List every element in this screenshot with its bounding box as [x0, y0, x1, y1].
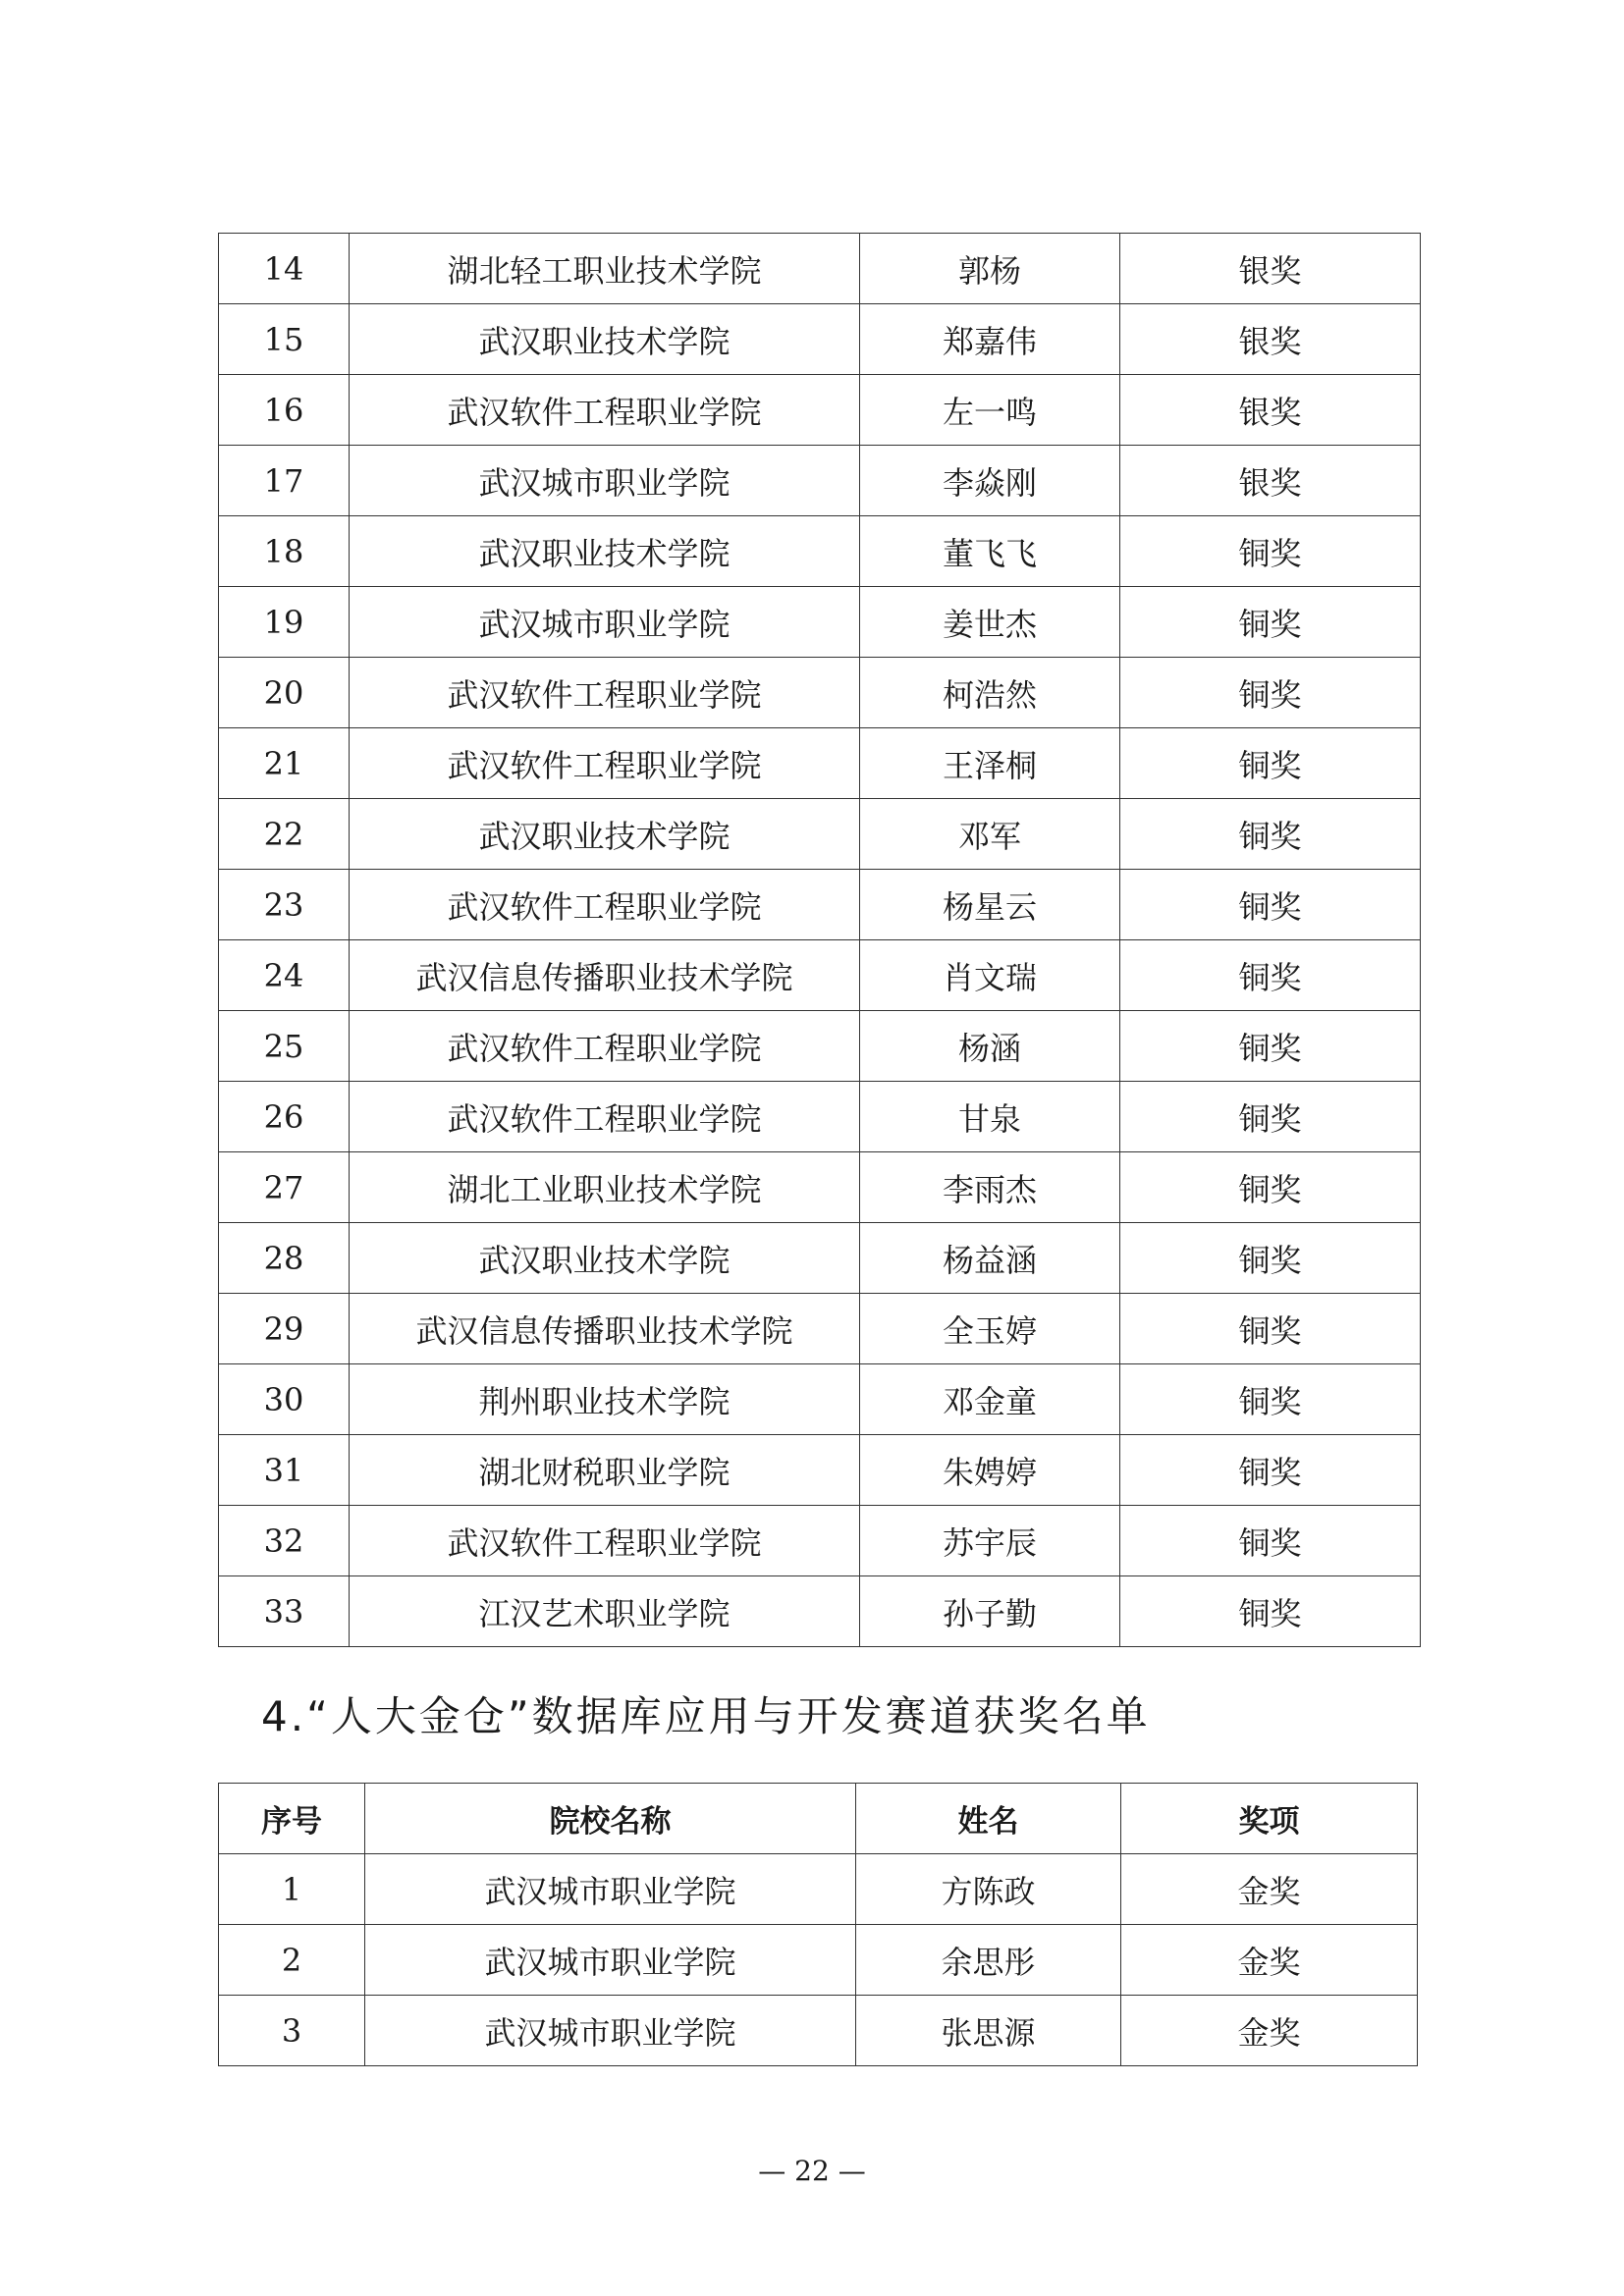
- cell-award: 铜奖: [1120, 1011, 1421, 1082]
- cell-name: 邓金童: [860, 1364, 1120, 1435]
- cell-school: 武汉职业技术学院: [350, 516, 860, 587]
- cell-school: 武汉城市职业学院: [350, 446, 860, 516]
- table-row: [219, 1576, 1421, 1647]
- table-row: [219, 658, 1421, 728]
- cell-name: 王泽桐: [860, 728, 1120, 799]
- cell-no: 33: [219, 1576, 350, 1647]
- cell-name: 邓军: [860, 799, 1120, 870]
- table-row: [219, 1011, 1421, 1082]
- table-row: [219, 446, 1421, 516]
- table-row: [219, 1435, 1421, 1506]
- cell-school: 武汉软件工程职业学院: [350, 870, 860, 940]
- cell-name: 董飞飞: [860, 516, 1120, 587]
- header-school: 院校名称: [365, 1784, 856, 1854]
- cell-name: 杨星云: [860, 870, 1120, 940]
- cell-no: 24: [219, 940, 350, 1011]
- cell-award: 铜奖: [1120, 658, 1421, 728]
- cell-no: 15: [219, 304, 350, 375]
- cell-award: 铜奖: [1120, 1152, 1421, 1223]
- award-table-body: [219, 234, 1421, 1647]
- cell-name: 肖文瑞: [860, 940, 1120, 1011]
- cell-no: 22: [219, 799, 350, 870]
- cell-name: 左一鸣: [860, 375, 1120, 446]
- cell-name: 郭杨: [860, 234, 1120, 304]
- table-row: [219, 799, 1421, 870]
- cell-school: 武汉职业技术学院: [350, 1223, 860, 1294]
- table-row: [219, 1294, 1421, 1364]
- header-no: 序号: [219, 1784, 365, 1854]
- table-row: [219, 1223, 1421, 1294]
- cell-name: 杨涵: [860, 1011, 1120, 1082]
- cell-award: 铜奖: [1120, 1435, 1421, 1506]
- cell-award: 铜奖: [1120, 516, 1421, 587]
- cell-school: 武汉城市职业学院: [365, 1996, 856, 2066]
- cell-no: 23: [219, 870, 350, 940]
- header-row: [219, 1784, 1418, 1854]
- cell-name: 杨益涵: [860, 1223, 1120, 1294]
- cell-award: 铜奖: [1120, 1223, 1421, 1294]
- cell-name: 张思源: [856, 1996, 1121, 2066]
- cell-school: 江汉艺术职业学院: [350, 1576, 860, 1647]
- table-row: [219, 304, 1421, 375]
- header-name: 姓名: [856, 1784, 1121, 1854]
- header-award: 奖项: [1121, 1784, 1418, 1854]
- cell-no: 14: [219, 234, 350, 304]
- table-row: [219, 1506, 1421, 1576]
- cell-award: 铜奖: [1120, 728, 1421, 799]
- cell-award: 铜奖: [1120, 1364, 1421, 1435]
- cell-award: 铜奖: [1120, 587, 1421, 658]
- cell-no: 25: [219, 1011, 350, 1082]
- cell-award: 铜奖: [1120, 1576, 1421, 1647]
- cell-no: 31: [219, 1435, 350, 1506]
- cell-award: 金奖: [1121, 1925, 1418, 1996]
- cell-award: 银奖: [1120, 304, 1421, 375]
- cell-no: 2: [219, 1925, 365, 1996]
- cell-no: 28: [219, 1223, 350, 1294]
- award-table-continued: [218, 233, 1421, 1647]
- section-heading: 4.“人大金仓”数据库应用与开发赛道获奖名单: [261, 1692, 1151, 1740]
- cell-name: 方陈政: [856, 1854, 1121, 1925]
- cell-no: 32: [219, 1506, 350, 1576]
- cell-no: 26: [219, 1082, 350, 1152]
- table-row: [219, 1082, 1421, 1152]
- cell-award: 铜奖: [1120, 870, 1421, 940]
- cell-name: 柯浩然: [860, 658, 1120, 728]
- table-row: [219, 1364, 1421, 1435]
- cell-award: 铜奖: [1120, 1082, 1421, 1152]
- table-row: [219, 1996, 1418, 2066]
- table-row: [219, 728, 1421, 799]
- cell-no: 16: [219, 375, 350, 446]
- table-row: [219, 940, 1421, 1011]
- cell-name: 李雨杰: [860, 1152, 1120, 1223]
- cell-school: 武汉信息传播职业技术学院: [350, 940, 860, 1011]
- table-row: [219, 234, 1421, 304]
- cell-no: 17: [219, 446, 350, 516]
- table-row: [219, 870, 1421, 940]
- cell-award: 银奖: [1120, 234, 1421, 304]
- cell-no: 3: [219, 1996, 365, 2066]
- cell-school: 武汉软件工程职业学院: [350, 1506, 860, 1576]
- cell-school: 武汉软件工程职业学院: [350, 1082, 860, 1152]
- table-row: [219, 375, 1421, 446]
- database-track-award-table: [218, 1783, 1418, 2066]
- cell-award: 铜奖: [1120, 940, 1421, 1011]
- cell-no: 30: [219, 1364, 350, 1435]
- cell-school: 武汉城市职业学院: [365, 1925, 856, 1996]
- cell-no: 21: [219, 728, 350, 799]
- cell-award: 铜奖: [1120, 1506, 1421, 1576]
- table-row: [219, 1152, 1421, 1223]
- cell-name: 全玉婷: [860, 1294, 1120, 1364]
- award-table-body: [219, 1854, 1418, 2066]
- cell-award: 铜奖: [1120, 799, 1421, 870]
- cell-no: 20: [219, 658, 350, 728]
- cell-school: 武汉职业技术学院: [350, 304, 860, 375]
- cell-name: 姜世杰: [860, 587, 1120, 658]
- cell-school: 武汉软件工程职业学院: [350, 728, 860, 799]
- cell-school: 武汉信息传播职业技术学院: [350, 1294, 860, 1364]
- cell-school: 武汉软件工程职业学院: [350, 1011, 860, 1082]
- cell-name: 甘泉: [860, 1082, 1120, 1152]
- cell-no: 1: [219, 1854, 365, 1925]
- cell-name: 李焱刚: [860, 446, 1120, 516]
- cell-school: 武汉职业技术学院: [350, 799, 860, 870]
- cell-name: 郑嘉伟: [860, 304, 1120, 375]
- cell-award: 金奖: [1121, 1854, 1418, 1925]
- cell-name: 苏宇辰: [860, 1506, 1120, 1576]
- cell-school: 武汉软件工程职业学院: [350, 658, 860, 728]
- cell-name: 余思彤: [856, 1925, 1121, 1996]
- cell-no: 18: [219, 516, 350, 587]
- table-row: [219, 516, 1421, 587]
- table-header: [219, 1784, 1418, 1854]
- cell-no: 27: [219, 1152, 350, 1223]
- cell-school: 湖北财税职业学院: [350, 1435, 860, 1506]
- cell-no: 19: [219, 587, 350, 658]
- page-number: — 22 —: [758, 2155, 866, 2187]
- table-row: [219, 587, 1421, 658]
- cell-school: 武汉城市职业学院: [350, 587, 860, 658]
- cell-award: 铜奖: [1120, 1294, 1421, 1364]
- cell-school: 武汉城市职业学院: [365, 1854, 856, 1925]
- cell-name: 孙子勤: [860, 1576, 1120, 1647]
- cell-award: 金奖: [1121, 1996, 1418, 2066]
- cell-school: 湖北轻工职业技术学院: [350, 234, 860, 304]
- cell-school: 武汉软件工程职业学院: [350, 375, 860, 446]
- cell-no: 29: [219, 1294, 350, 1364]
- cell-name: 朱娉婷: [860, 1435, 1120, 1506]
- cell-school: 湖北工业职业技术学院: [350, 1152, 860, 1223]
- cell-school: 荆州职业技术学院: [350, 1364, 860, 1435]
- cell-award: 银奖: [1120, 446, 1421, 516]
- table-row: [219, 1854, 1418, 1925]
- cell-award: 银奖: [1120, 375, 1421, 446]
- table-row: [219, 1925, 1418, 1996]
